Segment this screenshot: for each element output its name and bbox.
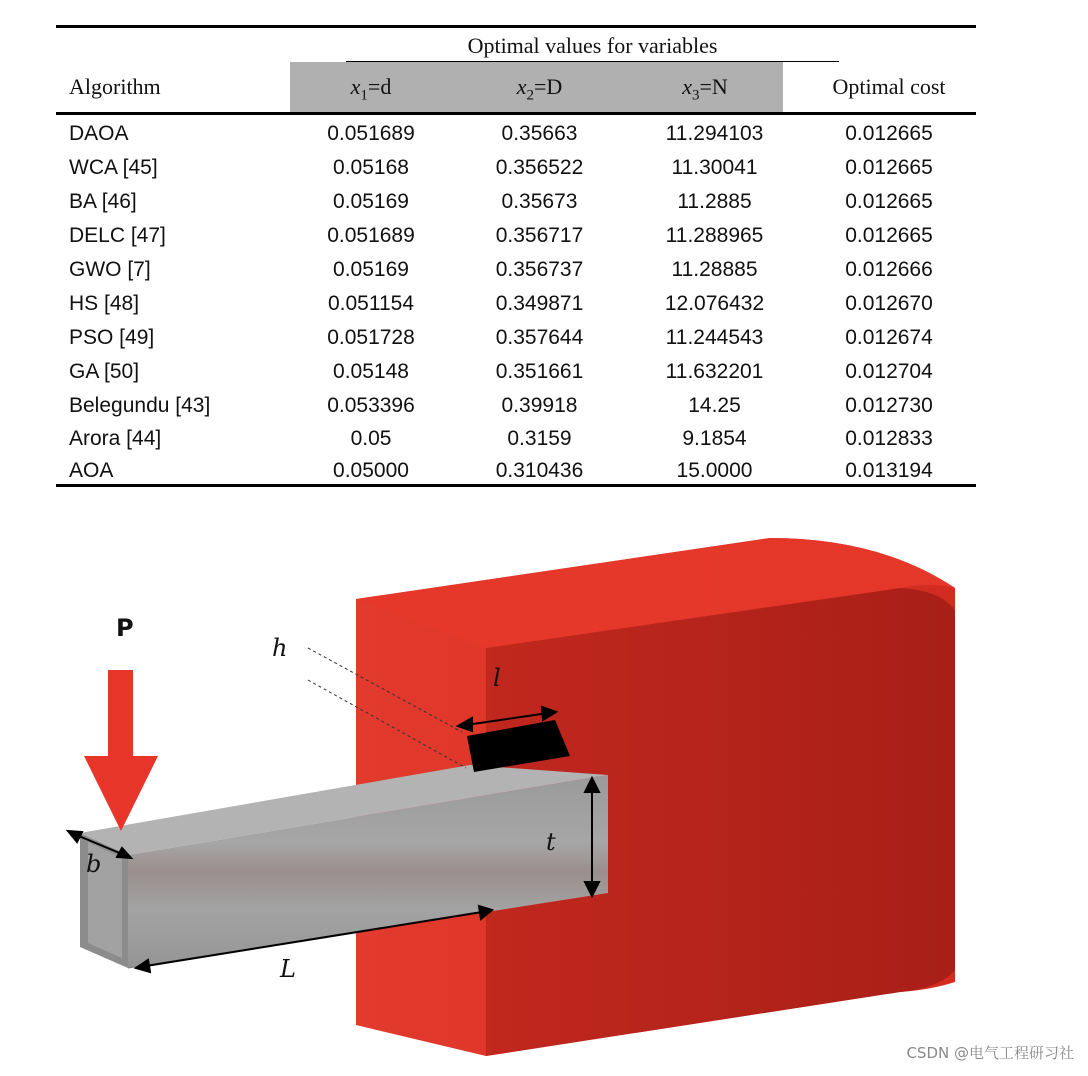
cell-algorithm: HS [48]	[69, 292, 140, 315]
cell-algorithm: AOA	[69, 459, 114, 482]
table-row	[56, 389, 976, 423]
cell-d: 0.05148	[333, 360, 409, 383]
cell-cost: 0.012674	[845, 326, 933, 349]
label-b: b	[86, 850, 102, 878]
header-optimal-cost: Optimal cost	[832, 74, 946, 99]
cell-D: 0.35663	[501, 122, 578, 145]
header-algorithm: Algorithm	[69, 74, 161, 99]
table-bottom-rule	[56, 484, 976, 487]
cell-N: 11.288965	[665, 224, 764, 247]
table-row	[56, 253, 976, 287]
force-label-p: P	[116, 614, 134, 642]
cell-N: 11.2885	[677, 190, 752, 213]
force-arrow	[84, 670, 158, 831]
cell-algorithm: BA [46]	[69, 190, 137, 213]
cell-d: 0.053396	[327, 394, 415, 417]
table-row	[56, 117, 976, 151]
cell-cost: 0.012670	[845, 292, 933, 315]
cell-N: 15.0000	[676, 459, 753, 482]
cell-d: 0.05168	[333, 156, 409, 179]
table-row	[56, 355, 976, 389]
cell-algorithm: PSO [49]	[69, 326, 155, 349]
cell-cost: 0.012665	[845, 122, 933, 145]
cell-D: 0.356522	[495, 156, 584, 179]
cell-d: 0.051728	[327, 326, 415, 349]
cell-d: 0.051689	[327, 122, 415, 145]
label-t: t	[546, 828, 556, 856]
cell-d: 0.05000	[333, 459, 409, 482]
beam-diagram-svg	[0, 520, 1088, 1071]
table-row	[56, 219, 976, 253]
cell-cost: 0.012666	[845, 258, 933, 281]
cell-d: 0.051154	[327, 292, 415, 315]
beam-diagram	[0, 520, 1088, 1071]
cell-cost: 0.013194	[845, 459, 933, 482]
label-L: L	[280, 955, 296, 983]
table-row	[56, 151, 976, 185]
cell-N: 12.076432	[664, 292, 765, 315]
header-x3	[627, 62, 783, 112]
header-x1-var: x	[350, 74, 361, 99]
table-row	[56, 321, 976, 355]
cell-D: 0.356717	[495, 224, 584, 247]
cell-D: 0.357644	[495, 326, 584, 349]
label-l: l	[493, 664, 501, 692]
cell-cost: 0.012833	[845, 427, 933, 450]
header-x3-rest: =N	[699, 74, 728, 99]
cell-cost: 0.012730	[845, 394, 933, 417]
table-row	[56, 185, 976, 219]
cell-N: 11.28885	[671, 258, 758, 281]
cell-N: 9.1854	[682, 427, 747, 450]
cell-D: 0.310436	[495, 459, 584, 482]
table-top-rule	[56, 25, 976, 28]
label-h: h	[272, 634, 288, 662]
cell-d: 0.051689	[327, 224, 415, 247]
table-header-rule	[56, 112, 976, 115]
cell-d: 0.05169	[333, 190, 409, 213]
cell-d: 0.05169	[333, 258, 409, 281]
cell-D: 0.35673	[501, 190, 578, 213]
table-row	[56, 287, 976, 321]
cell-cost: 0.012665	[845, 156, 933, 179]
cell-D: 0.356737	[495, 258, 584, 281]
header-x1-sub: 1	[360, 87, 368, 104]
cell-algorithm: Belegundu [43]	[69, 394, 211, 417]
cell-N: 11.632201	[665, 360, 764, 383]
cell-cost: 0.012704	[845, 360, 933, 383]
cell-D: 0.3159	[507, 427, 572, 450]
cell-D: 0.39918	[501, 394, 578, 417]
header-x2-sub: 2	[526, 87, 534, 104]
cell-N: 11.30041	[671, 156, 758, 179]
cell-N: 11.294103	[665, 122, 764, 145]
table-row	[56, 422, 976, 456]
cell-D: 0.351661	[495, 360, 584, 383]
header-x1	[290, 62, 452, 112]
cell-cost: 0.012665	[845, 224, 933, 247]
cell-algorithm: GA [50]	[69, 360, 140, 383]
cell-algorithm: DELC [47]	[69, 224, 166, 247]
cell-D: 0.349871	[495, 292, 584, 315]
cell-algorithm: WCA [45]	[69, 156, 158, 179]
watermark: CSDN @电气工程研习社	[906, 1044, 1074, 1062]
cell-algorithm: GWO [7]	[69, 258, 151, 281]
cell-cost: 0.012665	[845, 190, 933, 213]
cell-N: 11.244543	[665, 326, 764, 349]
cell-N: 14.25	[688, 394, 741, 417]
group-header: Optimal values for variables	[467, 33, 718, 58]
header-x2-rest: =D	[533, 74, 563, 99]
table-row	[56, 454, 976, 488]
header-x2	[452, 62, 627, 112]
cell-algorithm: DAOA	[69, 122, 129, 145]
header-x3-var: x	[682, 74, 692, 99]
header-x2-var: x	[516, 74, 527, 99]
cell-d: 0.05	[350, 427, 392, 450]
header-x1-rest: =d	[367, 74, 392, 99]
header-x3-sub: 3	[691, 87, 700, 104]
cell-algorithm: Arora [44]	[69, 427, 162, 450]
